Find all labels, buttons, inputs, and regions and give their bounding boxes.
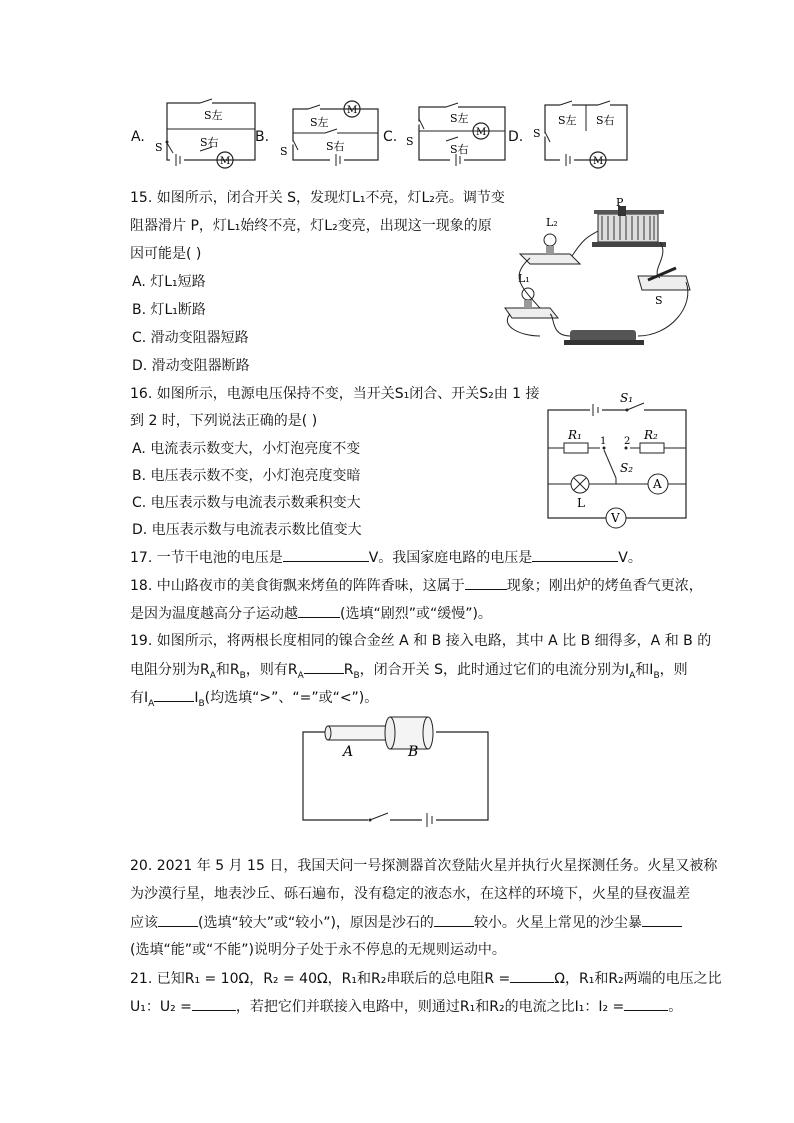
q20-blank-2[interactable] (434, 912, 474, 927)
q16-figure (540, 388, 695, 533)
fig-node-2: 2 (624, 436, 631, 447)
q18-text-b: 现象；刚出炉的烤鱼香气更浓， (506, 578, 703, 594)
q16-option-d: D. 电压表示数与电流表示数比值变大 (132, 522, 362, 538)
s-right-label: S右 (326, 140, 345, 153)
fig-a-label: A (653, 477, 662, 491)
question-17 (130, 547, 642, 568)
s-left-label: S左 (450, 112, 469, 125)
s-right-label: S右 (200, 136, 219, 149)
circuit-c (406, 103, 505, 166)
question-18-line2 (130, 603, 492, 624)
q15-option-c: C. 滑动变阻器短路 (132, 330, 249, 346)
q15-option-b: B. 灯L₁断路 (132, 302, 206, 318)
q16-option-a: A. 电流表示数变大，小灯泡亮度不变 (132, 441, 361, 457)
s-left-label: S左 (204, 109, 223, 122)
q20-blank-1[interactable] (158, 912, 198, 927)
s-label: S (406, 135, 414, 148)
q20-blank-3[interactable] (642, 912, 682, 927)
s-label: S (533, 127, 541, 140)
q15-stem-line2: 阻器滑片 P，灯L₁始终不亮，灯L₂变亮，出现这一现象的原 (130, 218, 492, 234)
wire-b-label: B (408, 744, 419, 760)
fig-l2-label: L₂ (546, 216, 558, 229)
q21-blank-3[interactable] (624, 996, 668, 1011)
fig-r1-label: R₁ (568, 428, 582, 442)
q20-line3: 应该 (选填“较大”或“较小”)，原因是沙石的 较小。火星上常见的沙尘暴 (130, 912, 682, 933)
option-b-label: B. (255, 129, 270, 145)
fig-v-label: V (611, 511, 620, 525)
fig-r2-label: R₂ (644, 428, 658, 442)
q17-text-b: V。我国家庭电路的电压是 (368, 550, 533, 566)
s-label: S (280, 145, 288, 158)
q21-blank-2[interactable] (192, 996, 236, 1011)
s-left-label: S左 (310, 116, 329, 129)
q18-text-c: 是因为温度越高分子运动越 (130, 606, 298, 622)
q20-line4: (选填“能”或“不能”)说明分子处于永不停息的无规则运动中。 (130, 942, 506, 958)
q20-line2: 为沙漠行星，地表沙丘、砾石遍布，没有稳定的液态水，在这样的环境下，火星的昼夜温差 (130, 886, 690, 902)
q16-option-b: B. 电压表示数不变，小灯泡亮度变暗 (132, 468, 361, 484)
q21-line2: U₁：U₂ = ，若把它们并联接入电路中，则通过R₁和R₂的电流之比I₁：I₂ = 。 (130, 996, 682, 1017)
q17-text-c: V。 (618, 550, 642, 566)
s-left-label: S左 (558, 114, 577, 127)
motor-label: M (476, 127, 487, 138)
fig-p-label: P (616, 196, 624, 209)
q17-text-a: 17. 一节干电池的电压是 (130, 550, 283, 566)
q16-stem-line2: 到 2 时，下列说法正确的是( ) (130, 413, 318, 429)
q19-blank-2[interactable] (154, 687, 194, 702)
option-d-label: D. (508, 129, 524, 145)
fig-s1-label: S₁ (620, 391, 634, 405)
q19-line3: 有$I_A$ $I_B$(均选填“>”、“=”或“<”)。 (130, 687, 378, 714)
q21-line1: 21. 已知R₁ = 10Ω，R₂ = 40Ω，R₁和R₂串联后的总电阻R = Ω，R₁和R₂两端的电压之比 (130, 968, 722, 989)
q18-text-d: (选填“剧烈”或“缓慢”)。 (340, 606, 492, 622)
q19-line2: 电阻分别为$R_A$和$R_B$，则有$R_A$ $R_B$，闭合开关 S，此时通过它们的电流分别为$I_A$和$I_B$，则 (130, 659, 688, 686)
option-a-label: A. (131, 129, 145, 145)
q19-blank-1[interactable] (304, 659, 344, 674)
q18-blank-1[interactable] (465, 575, 507, 590)
q18-text-a: 18. 中山路夜市的美食街飘来烤鱼的阵阵香味，这属于 (130, 578, 465, 594)
q20-line1: 20. 2021 年 5 月 15 日，我国天问一号探测器首次登陆火星并执行火星探测任务。火星又被称 (130, 858, 718, 874)
q18-blank-2[interactable] (298, 603, 340, 618)
circuit-d (533, 101, 627, 168)
option-c-label: C. (383, 129, 398, 145)
q15-figure (500, 196, 695, 351)
q16-option-c: C. 电压表示数与电流表示数乘积变大 (132, 495, 361, 511)
q19-line1: 19. 如图所示，将两根长度相同的镍合金丝 A 和 B 接入电路，其中 A 比 B 细得多，A 和 B 的 (130, 633, 712, 649)
fig-node-1: 1 (600, 436, 607, 447)
q17-blank-2[interactable] (532, 547, 618, 562)
fig-s2-label: S₂ (620, 461, 634, 475)
motor-label: M (220, 156, 231, 167)
motor-label: M (593, 156, 604, 167)
q15-stem-line1: 15. 如图所示，闭合开关 S，发现灯L₁不亮，灯L₂亮。调节变 (130, 190, 505, 206)
s-right-label: S右 (596, 114, 615, 127)
q15-stem-line3: 因可能是( ) (130, 246, 202, 262)
question-18-line1 (130, 575, 703, 596)
q21-blank-1[interactable] (510, 968, 554, 983)
s-right-label: S右 (450, 143, 469, 156)
q17-blank-1[interactable] (283, 547, 369, 562)
q16-stem-line1: 16. 如图所示，电源电压保持不变，当开关S₁闭合、开关S₂由 1 接 (130, 386, 540, 402)
motor-label: M (347, 105, 358, 116)
fig-l-label: L (577, 496, 585, 510)
circuit-b (280, 101, 378, 166)
q15-option-d: D. 滑动变阻器断路 (132, 358, 250, 374)
fig-s-label: S (655, 294, 663, 307)
q14-circuits (140, 95, 640, 177)
fig-l1-label: L₁ (518, 272, 530, 285)
s-label: S (155, 141, 163, 154)
q19-figure (298, 712, 498, 827)
wire-a-label: A (343, 744, 354, 760)
circuit-a (155, 99, 255, 168)
q15-option-a: A. 灯L₁短路 (132, 274, 206, 290)
